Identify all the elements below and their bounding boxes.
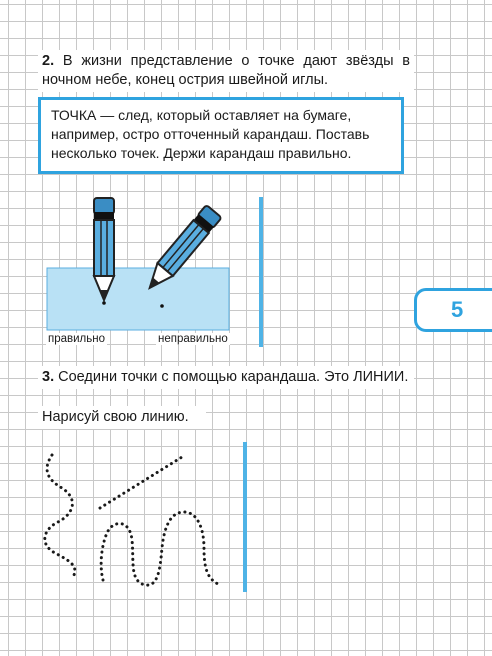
label-wrong: неправильно bbox=[158, 333, 228, 345]
label-correct: правильно bbox=[48, 333, 106, 345]
page-number: 5 bbox=[451, 297, 464, 322]
task3-instruction: Нарисуй свою линию. bbox=[42, 409, 189, 425]
dotted-wave-line bbox=[45, 455, 75, 575]
task3-number: 3. bbox=[42, 369, 55, 385]
dotted-straight-line bbox=[100, 457, 182, 508]
separator-line-bottom bbox=[243, 442, 247, 592]
task2-body: В жизни представление о точке дают звёзды в ночном небе, конец острия швейной иглы. bbox=[42, 53, 410, 88]
task2-number: 2. bbox=[42, 53, 55, 69]
task3-body: Соедини точки с помощью карандаша. Это ЛИНИИ. bbox=[58, 369, 409, 385]
definition-text: ТОЧКА — след, который оставляет на бумаге, например, остро отточенный карандаш. Поставь несколько точек. Держи карандаш правильно. bbox=[51, 107, 370, 161]
dotted-meander-line bbox=[101, 512, 218, 585]
